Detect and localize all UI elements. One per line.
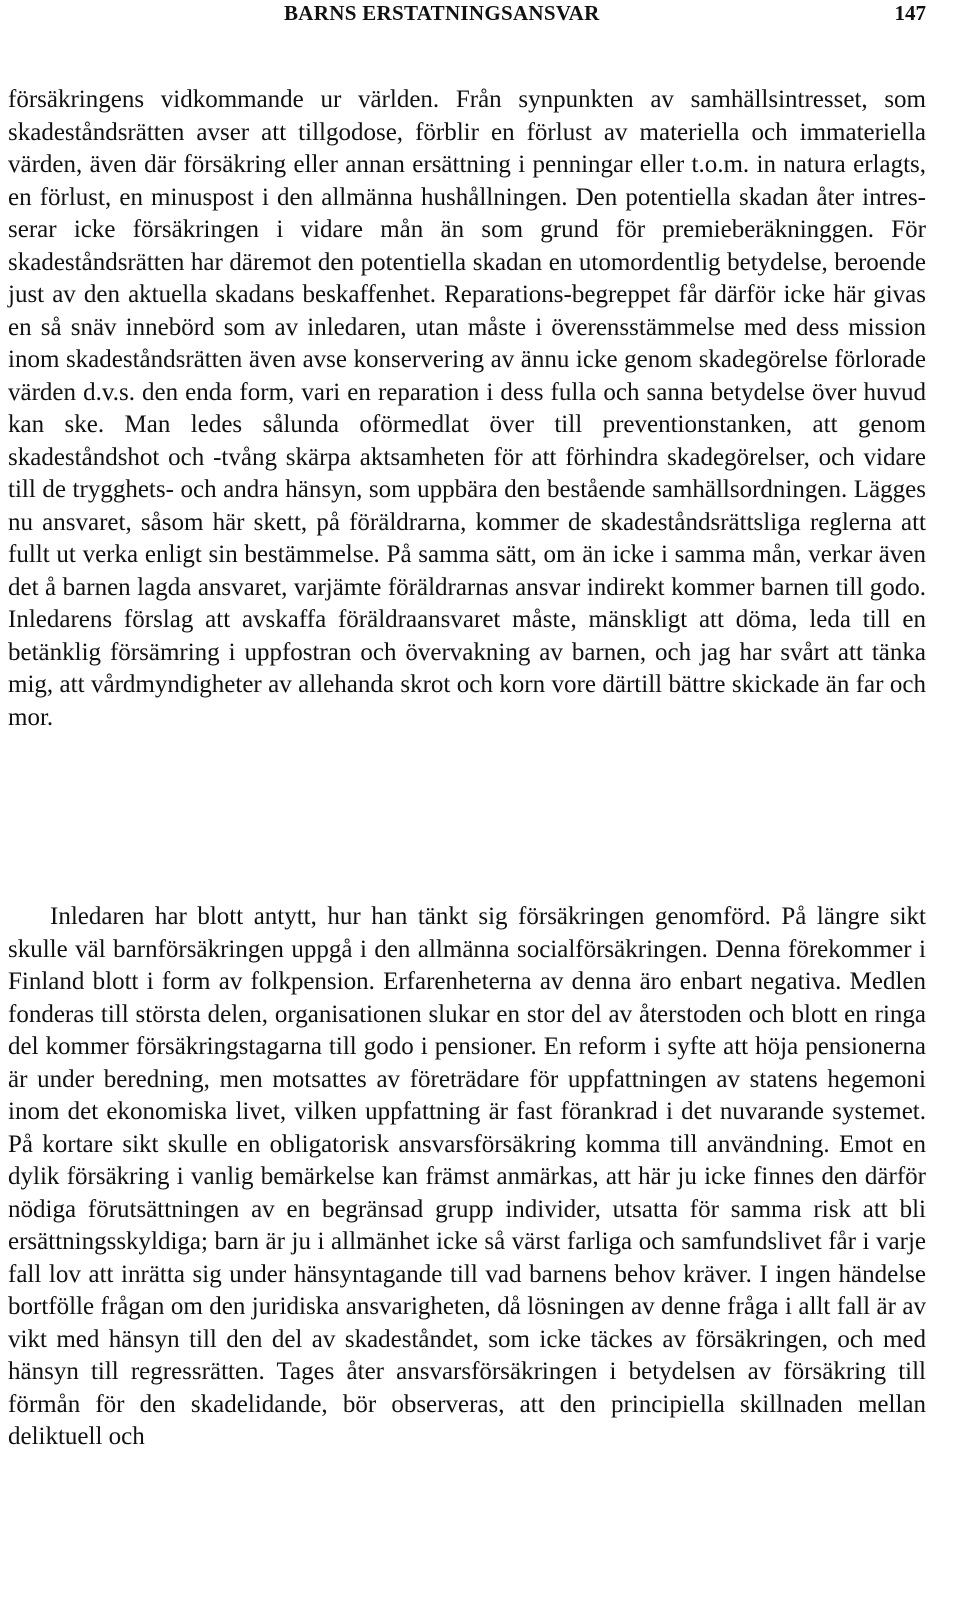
- running-header: [8, 0, 926, 30]
- page-number: 147: [894, 1, 926, 25]
- running-title: BARNS ERSTATNINGSANSVAR: [284, 1, 600, 25]
- paragraph-insurance: Inledaren har blott antytt, hur han tänkt sig försäkringen genomförd. På längre sikt skulle väl barnförsäkringen uppgå i den allmänna socialförsäkringen. Denna förekommer i Finland blott i form av folkpension. Erfarenheterna av denna äro enbart negativa. Medlen fonderas till största delen, organisationen slukar en stor del av återstoden och blott en ringa del kommer försäkringstagarna till godo i pensioner. En reform i syfte att höja pensionerna är under beredning, men motsattes av företrädare för uppfattningen av statens hegemoni inom det ekonomiska livet, vilken uppfattning är fast förankrad i det nuvarande systemet. På kortare sikt skulle en obligatorisk ansvarsförsäkring komma till användning. Emot en dylik försäkring i vanlig bemärkelse kan främst anmärkas, att här ju icke finnes den därför nödiga förutsättningen av en begränsad grupp individer, utsatta för samma risk att bli ersättningsskyldiga; barn är ju i allmänhet icke så värst farliga och samfundslivet får i varje fall lov att inrätta sig under hänsyntagande till vad barnens behov kräver. I ingen händelse bortfölle frågan om den juridiska ansvarigheten, då lösningen av denne fråga i allt fall är av vikt med hänsyn till den del av skadeståndet, som icke täckes av försäkringen, och med hänsyn till regressrätten. Tages åter ansvarsförsäkringen i betydelsen av försäkring till förmån för den skadelidande, bör observeras, att den principiella skillnaden mellan deliktuell och: [8, 903, 926, 1450]
- paragraph-continuation: försäkringens vidkommande ur världen. Från synpunkten av samhällsintresset, som skadeståndsrätten avser att tillgodose, förblir en förlust av materiella och immateriella värden, även där försäkring eller annan ersättning i penningar eller t.o.m. in natura erlagts, en förlust, en minuspost i den allmänna hushållningen. Den potentiella skadan åter intresserar icke försäkringen i vidare mån än som grund för premieberäkninggen. För skadeståndsrätten har däremot den potentiella skadan en utomordentlig betydelse, beroende just av den aktuella skadans beskaffenhet. Reparations-begreppet får därför icke här givas en så snäv innebörd som av inledaren, utan måste i överensstämmelse med dess mission inom skadeståndsrätten även avse konservering av ännu icke genom skadegörelse förlorade värden d.v.s. den enda form, vari en reparation i dess fulla och sanna betydelse över huvud kan ske. Man ledes sålunda oförmedlat över till preventionstanken, att genom skadeståndshot och -tvång skärpa aktsamheten för att förhindra skadegörelser, och vidare till de trygghets- och andra hänsyn, som uppbära den bestående samhällsordningen. Lägges nu ansvaret, såsom här skett, på föräldrarna, kommer de skadeståndsrättsliga reglerna att fullt ut verka enligt sin bestämmelse. På samma sätt, om än icke i samma mån, verkar även det å barnen lagda ansvaret, varjämte föräldrarnas ansvar indirekt kommer barnen till godo. Inledarens förslag att avskaffa föräldraansvaret måste, mänskligt att döma, leda till en betänklig försämring i uppfostran och övervakning av barnen, och jag har svårt att tänka mig, att vårdmyndigheter av allehanda skrot och korn vore därtill bättre skickade än far och mor.: [8, 86, 926, 731]
